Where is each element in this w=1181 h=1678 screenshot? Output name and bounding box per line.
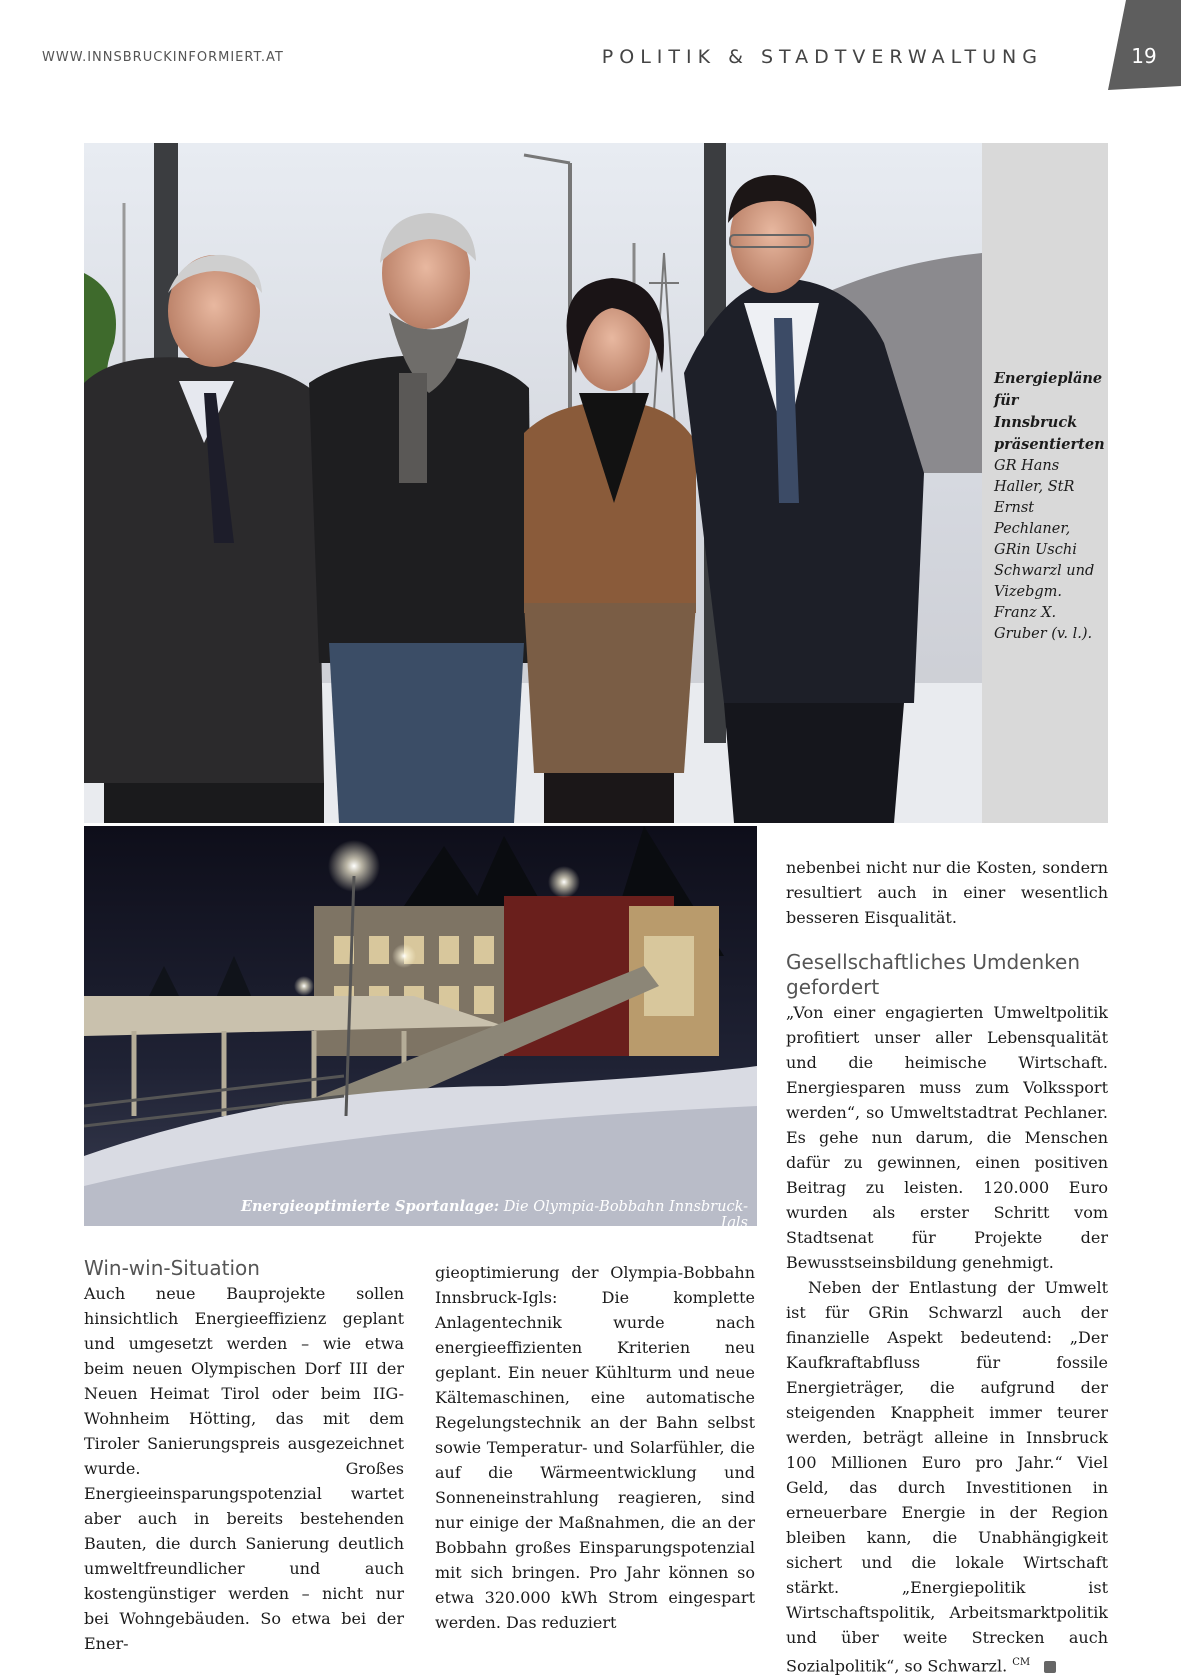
photo1-caption <box>994 368 1105 645</box>
col2-paragraph: gieoptimierung der Olympia-Bobbahn Innsbruck-Igls: Die komplette Anlagentechnik wurde nach energieeffizienten Kriterien neu geplant. Ein neuer Kühlturm und neue Kältemaschinen, eine automatische Regelungstechnik an der Bahn selbst sowie Temperatur- und Solarfühler, die auf die Wärmeentwicklung und Sonneneinstrahlung reagieren, sind nur einige der Maßnahmen, die an der Bobbahn großes Einsparungspotenzial mit sich bringen. Pro Jahr können so etwa 320.000 kWh Strom eingespart werden. Das reduziert <box>435 1263 755 1632</box>
group-photo <box>84 143 982 823</box>
col3-paragraph-1: „Von einer engagierten Umweltpolitik profitiert unser aller Lebensqualität und die heimische Wirtschaft. Energiesparen muss zum Volkssport werden“, so Umweltstadtrat Pechlaner. Es gehe nun darum, die Menschen dafür zu gewinnen, einen positiven Beitrag zu leisten. 120.000 Euro wurden als erster Schritt vom Stadtsenat für Projekte der Bewusstseinsbildung genehmigt. <box>786 1003 1108 1272</box>
author-signature: CM <box>1012 1657 1031 1668</box>
page-number: 19 <box>1131 44 1157 68</box>
section-title: POLITIK & STADTVERWALTUNG <box>601 46 1043 68</box>
col1-paragraph: Auch neue Bauprojekte sollen hinsichtlich Energieeffizienz geplant und umgesetzt werden – wie etwa beim neuen Olympischen Dorf III der Neuen Heimat Tirol oder beim IIG-Wohnheim Hötting, das mit dem Tiroler Sanierungspreis ausgezeichnet wurde. Großes Energieeinsparungspotenzial wartet aber auch in bereits bestehenden Bauten, die durch Sanierung deutlich umweltfreundlicher und auch kostengünstiger werden – nicht nur bei Wohngebäuden. So etwa bei der Ener- <box>84 1284 404 1653</box>
article-end-mark <box>1044 1661 1056 1673</box>
photo1-caption-bold: Energiepläne für Innsbruck präsentierten <box>994 370 1105 453</box>
col2-text <box>435 1260 755 1635</box>
heading-umdenken: Gesellschaftliches Umdenken gefordert <box>786 950 1081 999</box>
col3-top-text <box>786 855 1108 930</box>
col3-paragraph-2 <box>786 1275 1108 1678</box>
photo2-caption-bold: Energieoptimierte Sportanlage: <box>240 1198 500 1215</box>
col3-body <box>786 1000 1108 1678</box>
col1-text <box>84 1281 404 1656</box>
site-url: WWW.INNSBRUCKINFORMIERT.AT <box>42 50 284 65</box>
article-column-1 <box>84 1256 404 1656</box>
photo1-caption-text: GR Hans Haller, StR Ernst Pechlaner, GRin Uschi Schwarzl und Vizebgm. Franz X. Gruber (v. l.). <box>994 458 1095 642</box>
article-column-3 <box>786 855 1108 1678</box>
col3-paragraph-2-text: Neben der Entlastung der Umwelt ist für GRin Schwarzl auch der finanzielle Aspekt bedeutend: „Der Kaufkraftabfluss für fossile Energieträger, die aufgrund der steigenden Knappheit immer teurer werden, beträgt alleine in Innsbruck 100 Millionen Euro pro Jahr.“ Viel Geld, das durch Investitionen in erneuerbare Energie in der Region bleiben kann, die Unabhängigkeit sichert und die lokale Wirtschaft stärkt. „Energiepolitik ist Wirtschaftspolitik, Arbeitsmarktpolitik und über weite Strecken auch Sozialpolitik“, so Schwarzl. <box>786 1278 1108 1676</box>
bobsleigh-photo <box>84 826 757 1226</box>
heading-win-win: Win-win-Situation <box>84 1256 260 1280</box>
photo2-caption <box>240 1198 748 1231</box>
col3-top-paragraph: nebenbei nicht nur die Kosten, sondern resultiert auch in einer wesentlich besseren Eisqualität. <box>786 858 1108 927</box>
photo2-caption-text: Die Olympia-Bobbahn Innsbruck-Igls <box>499 1199 748 1231</box>
article-column-2 <box>435 1260 755 1635</box>
